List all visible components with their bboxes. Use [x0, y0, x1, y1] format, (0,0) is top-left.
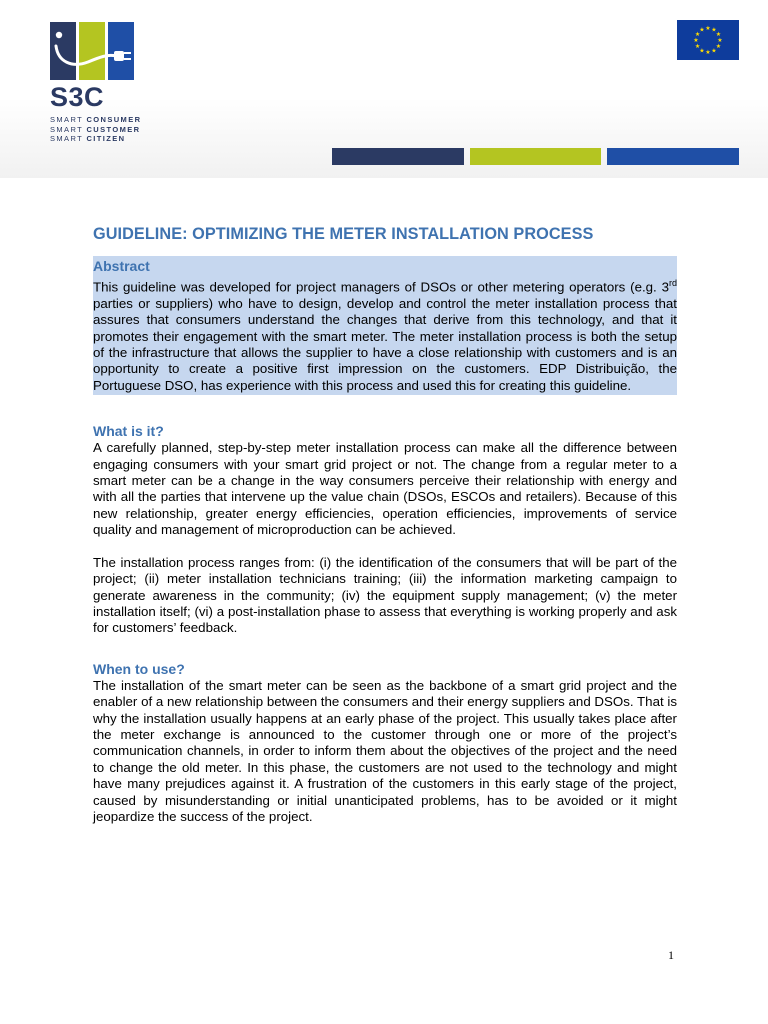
- what-is-it-heading: What is it?: [93, 423, 164, 440]
- tagline-line: SMART CITIZEN: [50, 134, 126, 143]
- eu-star-icon: ★: [693, 38, 699, 44]
- eu-star-icon: ★: [699, 48, 705, 55]
- tagline-line: SMART CUSTOMER: [50, 124, 141, 134]
- eu-star-icon: ★: [705, 50, 711, 56]
- s3c-logo: [50, 22, 150, 144]
- logo-blocks: [50, 22, 134, 80]
- logo-tagline: [50, 115, 150, 144]
- eu-star-icon: ★: [694, 44, 701, 50]
- when-to-use-heading: When to use?: [93, 660, 185, 677]
- eu-star-icon: ★: [711, 27, 717, 34]
- eu-star-icon: ★: [715, 32, 722, 38]
- section-when-to-use: [93, 661, 677, 826]
- abstract-box: [93, 256, 677, 395]
- abstract-heading: Abstract: [93, 258, 150, 274]
- when-to-use-paragraph: The installation of the smart meter can be seen as the backbone of a smart grid project and the enabler of a new relationship between the consumers and their energy suppliers and DSOs. That is why the installation usually happens at an early phase of the project. This usually takes place after the meter exchange is announced to the customer through one or more of the project’s communication channels, in order to inform them about the objectives of the project and the need to change the old meter. In this phase, the customers are not used to the technology and might have many prejudices against it. A frustration of the customers in this early stage of the project, caused by misunderstanding or initial unanticipated problems, has to be avoided or it might jeopardize the success of the project.: [93, 677, 677, 824]
- eu-star-icon: ★: [694, 32, 701, 38]
- document-title: GUIDELINE: OPTIMIZING THE METER INSTALLATION PROCESS: [93, 225, 594, 243]
- logo-wordmark: S3C: [50, 82, 105, 112]
- tagline-line: SMART CONSUMER: [50, 115, 142, 124]
- eu-star-icon: ★: [705, 26, 711, 32]
- plug-cable-icon: [50, 22, 134, 80]
- page-number: 1: [668, 948, 674, 962]
- header-bar-lime: [470, 148, 601, 165]
- header-bar-navy: [332, 148, 464, 165]
- document-body: [93, 225, 677, 849]
- page-header: [0, 0, 768, 178]
- eu-star-icon: ★: [711, 48, 717, 55]
- eu-star-icon: ★: [699, 27, 705, 34]
- header-bar-blue: [607, 148, 739, 165]
- what-is-it-paragraph-1: A carefully planned, step-by-step meter installation process can make all the difference between engaging consumers with your smart grid project or not. The change from a regular meter to a smart meter can be a change in the way consumers perceive their relationship with energy and with all the parties that intervene up the value chain (DSOs, ESCOs and retailers). Because of this new relationship, greater energy efficiencies, operation efficiencies, improvements of service quality and management of microproduction can be achieved.: [93, 440, 677, 538]
- abstract-text: This guideline was developed for project managers of DSOs or other metering operators (e.g. 3rd parties or suppliers) who have to design, develop and control the meter installation process that assures that consumers understand the changes that derive from this technology, and that it promotes their engagement with the smart meter. The meter installation process is both the setup of the infrastructure that allows the supplier to have a close relationship with customers and is an opportunity to create a positive first impression on the customers. EDP Distribuição, the Portuguese DSO, has experience with this process and used this for creating this guideline.: [93, 278, 677, 393]
- what-is-it-paragraph-2: The installation process ranges from: (i) the identification of the consumers that will be part of the project; (ii) meter installation technicians training; (iii) the information marketing campaign to generate awareness in the community; (iv) the equipment supply management; (v) the meter installation itself; (vi) a post-installation phase to assess that everything is working properly and ask for customers’ feedback.: [93, 554, 677, 636]
- eu-star-icon: ★: [715, 44, 722, 50]
- section-what-is-it: [93, 423, 677, 636]
- eu-flag-icon: [677, 20, 739, 60]
- eu-star-icon: ★: [717, 38, 723, 44]
